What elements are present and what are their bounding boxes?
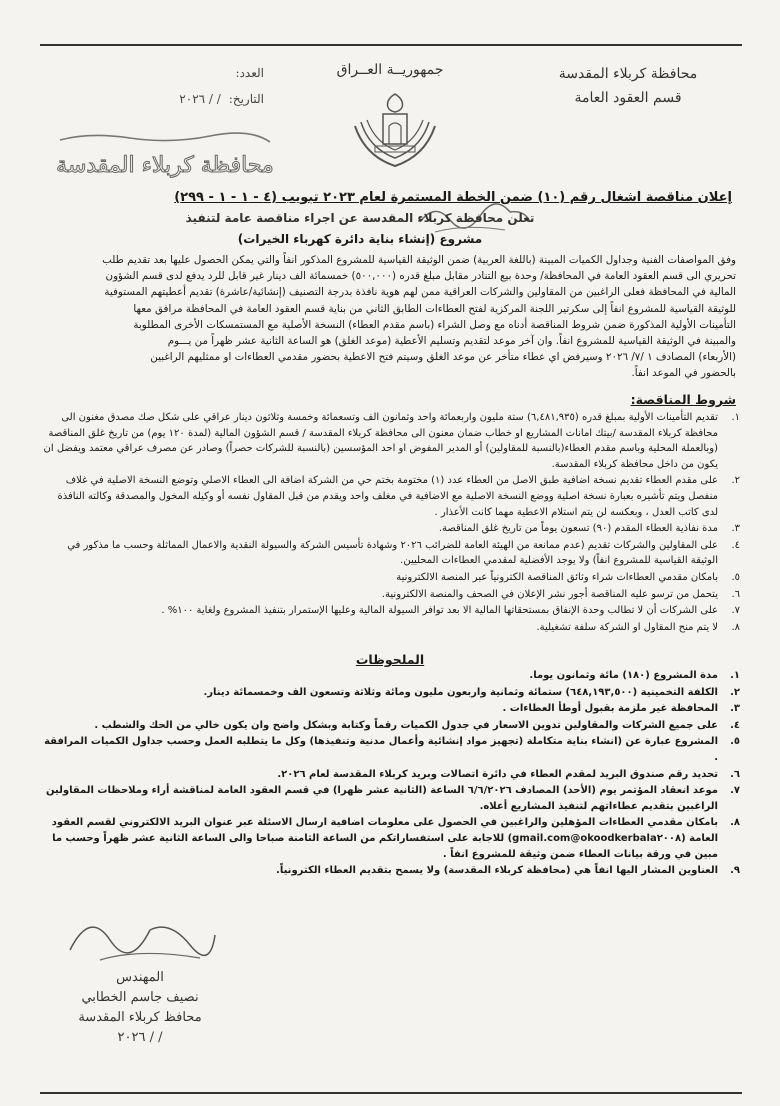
date-label: التاريخ:: [228, 92, 264, 106]
note-item: ٧. موعد انعقاد المؤتمر يوم (الأحد) المصادف ٦/٦/٢٠٢٦ الساعة (الثانية عشر ظهرا) في قسم العقود العامة لمناقشة أراء وملاحظات المقاولين الراغبين بتقديم عطاءاتهم لتنفيذ المشاريع أعلاه.: [46, 785, 740, 812]
intro-line: (الأربعاء) المصادف ١ /٧/ ٢٠٢٦ وسيرفض اي عطاء متأخر عن موعد الغلق وسيتم فتح الاعطية بحضور مقدمي العطاءات او ممثليهم الراغبين: [150, 351, 736, 364]
condition-item: ١. تقديم التأمينات الأولية بمبلغ قدره (٦,٤٨١,٩٣٥) ستة مليون واربعمائة واحد وثمانون الف وتسعمائة وخمسة وثلاثون دينار عراقي على شكل صك مصدق مغنون الى محافظة كربلاء المقدسة /بيتك امانات المشاريع او خطاب ضمان معنون الى محافظة كربلاء المقدسة / قسم الشؤون المالية (لمدة ١٢٠ يوم) من تاريخ غلق المناقصة (وبالعملة المحلية وباسم مقدم العطاء(بالنسبة للمقاولين) أو المدير المفوض او احد المؤسسين (بالنسبة للشركات حصراً) وصادر عن مصرف عراقي معتمد ويفضل ان يكون من داخل محافظة كربلاء المقدسة.: [43, 412, 740, 470]
announcement-title: إعلان مناقصة اشغال رقم (١٠) ضمن الخطة المستمرة لعام ٢٠٢٣ تبويب (٤ - ١ - ١ - ٢٩٩): [174, 190, 732, 205]
note-item: ١. مدة المشروع (١٨٠) مائة وثمانون يوما.: [529, 670, 740, 681]
condition-item: ٤. على المقاولين والشركات تقديم (عدم ممانعة من الهيئة العامة للضرائب ٢٠٢٦ وشهادة تأسيس الشركة والسيولة النقدية والاعمال المماثلة وحسب ما مذكور في الوثيقة القياسية للمشروع انفاً) ولا يوجد الأفضلية لمقدمي العطاءات المحليين.: [67, 539, 740, 567]
condition-item: ٢. على مقدم العطاء تقديم نسخة اضافية طبق الاصل من العطاء عدد (١) مختومة بختم حي من الشركة اضافة الى العطاء الاصلي وتوضع النسخة الاصلية في غلاف منفصل ويتم تأشيره بعبارة نسخة اصلية ووضع النسخة الاصلية مع الاضافية في مغلف واحد ويقدم من قبل المقاول نفسه أو وكيله المخول والمصدقة وكالته النافذة لدى كاتب العدل ، وبعكسه لن يتم استلام الاعطية مهما كانت الأعذار .: [57, 475, 740, 518]
conditions-list: [40, 410, 740, 636]
emblem-icon: [345, 86, 445, 176]
announcement-subtitle: تعلن محافظة كربلاء المقدسة عن اجراء مناقصة عامة لتنفيذ: [185, 211, 535, 225]
country-name: جمهوريــة العــراق: [336, 62, 444, 78]
stamp-text: محافظة كربلاء المقدسة: [56, 153, 274, 178]
intro-line: تحريري الى قسم العقود العامة في المحافظة/ وحدة بيع التنادر مقابل مبلغ قدره (٥٠٠,٠٠٠) خمسمائة الف دينار غير قابل للرد يدفع لدى قسم الشؤون: [105, 270, 736, 283]
intro-line: بالحضور في الموعد انفاً.: [631, 367, 736, 380]
notes-title: الملحوظات: [355, 652, 425, 667]
note-item: ٦. تحديد رقم صندوق البريد لمقدم العطاء في دائرة اتصالات وبريد كربلاء المقدسة لعام ٢٠٢٦.: [277, 768, 740, 780]
footer-rule: [40, 1092, 742, 1094]
note-item: ٢. الكلفة التخمينية (٦٤٨,١٩٣,٥٠٠) ستمائة وثمانية واربعون مليون ومائة وثلاثة وتسعون الف وخمسمائة دينار.: [203, 686, 740, 698]
condition-item: ٦. يتحمل من ترسو عليه المناقصة أجور نشر الإعلان في الصحف والمنصة الالكترونية.: [381, 588, 740, 600]
intro-line: للوثيقة القياسية للمشروع انفاً إلى سكرتير اللجنة المركزية لفتح العطاءات الطابق الثاني من بناية قسم العقود العامة في المحافظة مرافق معها: [133, 302, 736, 315]
project-name: مشروع (إنشاء بناية دائرة كهرباء الخيرات): [237, 232, 483, 246]
signature-role: المهندس: [116, 970, 164, 985]
intro-line: التأمينات الأولية المذكورة ضمن شروط المناقصة أدناه مع وصل الشراء (باسم مقدم العطاء) النسخة الأصلية مع المستمسكات الأخرى المطلوبة: [133, 318, 736, 331]
handwritten-signature: [60, 900, 220, 970]
condition-item: ٥. بامكان مقدمي العطاءات شراء وثائق المناقصة الكترونياً عبر المنصة الالكترونية: [396, 571, 740, 583]
notes-list: [40, 668, 740, 880]
org-name: محافظة كربلاء المقدسة: [558, 66, 698, 82]
conditions-title: شروط المناقصة:: [630, 392, 736, 407]
condition-item: ٧. على الشركات أن لا تطالب وحدة الإنفاق بمستحقاتها المالية الا بعد توافر السيولة المالية وعليها الإستمرار بتنفيذ المشروع ولغاية ١٠٠% .: [161, 605, 740, 617]
signature-name: نصيف جاسم الخطابي: [81, 990, 199, 1005]
intro-paragraph: [46, 252, 736, 382]
signature-title: محافظ كربلاء المقدسة: [78, 1010, 202, 1025]
note-item: ٤. على جميع الشركات والمقاولين تدوين الاسعار في جدول الكميات رقماً وكتابة وبشكل واضح وان يكون خالي من الحك والشطب .: [94, 719, 740, 731]
number-label: العدد:: [235, 66, 264, 80]
condition-item: ٨. لا يتم منح المقاول او الشركة سلفة تشغيلية.: [536, 621, 740, 633]
signature-block: [40, 968, 240, 1048]
note-item: ٥. المشروع عبارة عن (انشاء بناية متكاملة (تجهيز مواد إنشائية وأعمال مدنية وتنفيذها) وكل ما يتطلبه العمل وحسب جداول الكميات المرافقة .: [44, 736, 740, 763]
date-value: / / ٢٠٢٦: [179, 92, 221, 106]
note-item: ٨. بامكان مقدمي العطاءات المؤهلين والراغبين في الحصول على معلومات اضافية ارسال الاسئلة عبر عنوان البريد الالكتروني لقسم العقود العامة (okoodkerbala٢٠٠٨@gmail.com) للاجابة على استفساراتكم من الساعة الثامنة صباحا والى الساعة الثانية عشر ظهراً وحسب ما مبين في ورقة بيانات العطاء ضمن وثيقة للمشروع انفاً .: [51, 817, 740, 860]
note-item: ٣. المحافظة غير ملزمة بقبول أوطأ العطاءات .: [502, 703, 740, 715]
intro-line: والمبينة في الوثيقة القياسية للمشروع انفاً. وان آخر موعد لتقديم وتسليم الأعطية (موعد الغلق) هو الساعة الثانية عشر ظهراً من يـــوم: [167, 335, 736, 348]
header-rule: [40, 44, 742, 46]
reference-block: [64, 60, 264, 112]
org-department: قسم العقود العامة: [574, 90, 682, 106]
signature-date: / / ٢٠٢٦: [117, 1030, 163, 1045]
condition-item: ٣. مدة نفاذية العطاء المقدم (٩٠) تسعون يوماً من تاريخ غلق المناقصة.: [438, 523, 740, 535]
intro-line: وفق المواصفات الفنية وجداول الكميات المبينة (باللغة العربية) ضمن الوثيقة القياسية للمشروع المذكور انفاً والتي يمكن الحصول عليها بعد تقديم طلب: [102, 254, 736, 266]
stamp-mark: [50, 128, 280, 188]
note-item: ٩. العناوين المشار اليها انفاً هي (محافظة كربلاء المقدسة) ولا يسمح بتقديم العطاء الكترونياً.: [276, 865, 740, 877]
intro-line: المالية في المحافظة فعلى الراغبين من المقاولين والشركات العراقية ممن لهم هوية نافذة بدرجة التصنيف (إنشائية/عاشرة) تقديم أعطيتهم المستوفية: [104, 286, 736, 299]
org-header: [528, 62, 728, 110]
